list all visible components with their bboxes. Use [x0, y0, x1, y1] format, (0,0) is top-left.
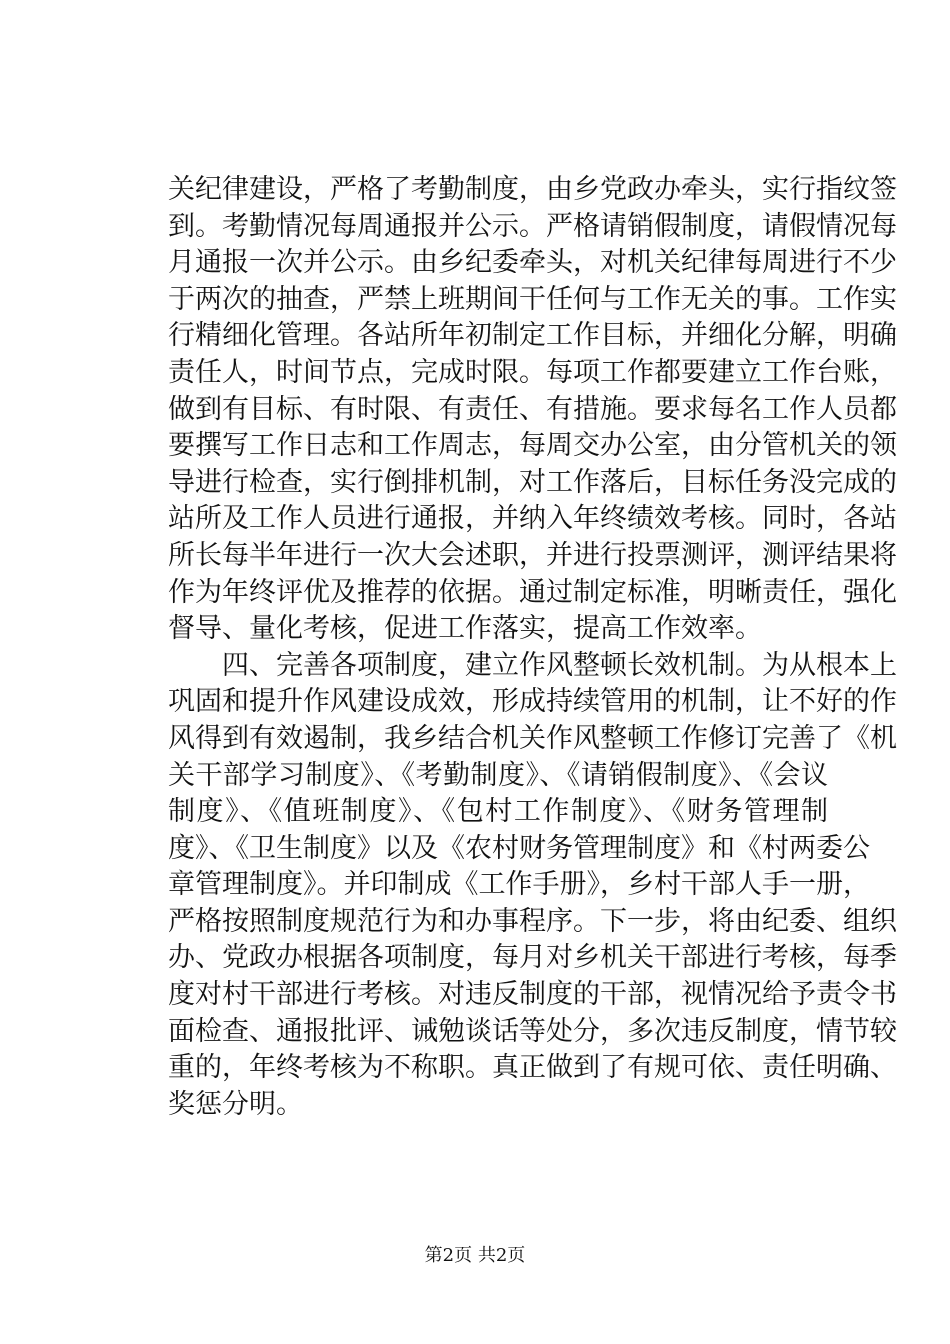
text-line: 作为年终评优及推荐的依据。通过制定标准，明晰责任，强化 [168, 576, 897, 608]
text-line: 要撰写工作日志和工作周志，每周交办公室，由分管机关的领 [168, 430, 897, 462]
text-line: 严格按照制度规范行为和办事程序。下一步，将由纪委、组织 [168, 905, 897, 937]
text-line: 关干部学习制度》、《考勤制度》、《请销假制度》、《会议 [168, 759, 828, 791]
text-line: 导进行检查，实行倒排机制，对工作落后，目标任务没完成的 [168, 466, 897, 498]
text-line: 章管理制度》。并印制成《工作手册》，乡村干部人手一册， [168, 869, 870, 901]
text-line: 于两次的抽查，严禁上班期间干任何与工作无关的事。工作实 [168, 283, 897, 315]
document-body [168, 172, 897, 1123]
paragraph-1 [168, 172, 897, 648]
text-line: 度对村干部进行考核。对违反制度的干部，视情况给予责令书 [168, 979, 897, 1011]
text-line: 度》、《卫生制度》以及《农村财务管理制度》和《村两委公 [168, 832, 870, 864]
paragraph-2 [168, 648, 897, 1124]
text-line: 关纪律建设，严格了考勤制度，由乡党政办牵头，实行指纹签 [168, 174, 897, 205]
text-line: 奖惩分明。 [168, 1088, 303, 1120]
text-line: 重的，年终考核为不称职。真正做到了有规可依、责任明确、 [168, 1052, 897, 1084]
text-line: 到。考勤情况每周通报并公示。严格请销假制度，请假情况每 [168, 210, 897, 242]
text-line: 巩固和提升作风建设成效，形成持续管用的机制，让不好的作 [168, 686, 897, 718]
text-line: 风得到有效遏制，我乡结合机关作风整顿工作修订完善了《机 [168, 722, 897, 754]
text-line: 督导、量化考核，促进工作落实，提高工作效率。 [168, 613, 762, 645]
text-line: 面检查、通报批评、诫勉谈话等处分，多次违反制度，情节较 [168, 1015, 897, 1047]
text-line: 制度》、《值班制度》、《包村工作制度》、《财务管理制 [168, 796, 828, 828]
text-line: 责任人，时间节点，完成时限。每项工作都要建立工作台账， [168, 356, 897, 388]
text-line: 月通报一次并公示。由乡纪委牵头，对机关纪律每周进行不少 [168, 247, 897, 279]
text-line: 所长每半年进行一次大会述职，并进行投票测评，测评结果将 [168, 539, 897, 571]
text-line: 办、党政办根据各项制度，每月对乡机关干部进行考核，每季 [168, 942, 897, 974]
text-line: 四、完善各项制度，建立作风整顿长效机制。为从根本上 [222, 649, 897, 681]
text-line: 行精细化管理。各站所年初制定工作目标，并细化分解，明确 [168, 320, 897, 352]
text-line: 站所及工作人员进行通报，并纳入年终绩效考核。同时，各站 [168, 503, 897, 535]
text-line: 做到有目标、有时限、有责任、有措施。要求每名工作人员都 [168, 393, 897, 425]
page-footer: 第2页 共2页 [424, 1245, 526, 1266]
